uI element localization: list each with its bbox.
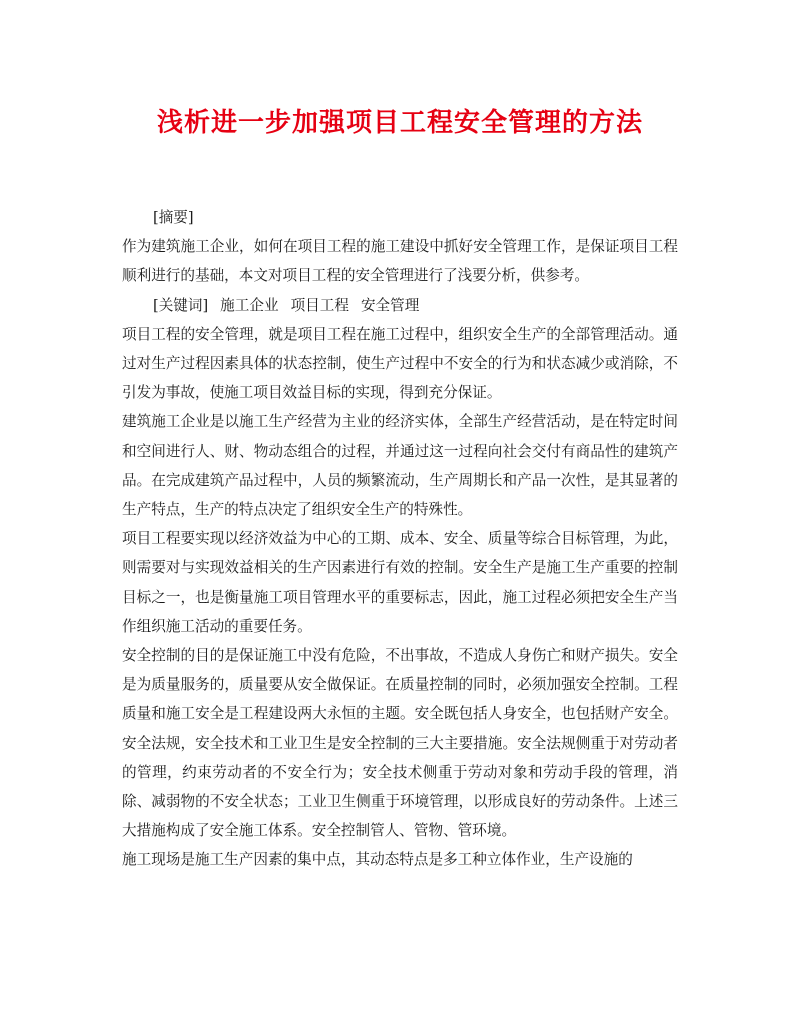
abstract-label: [摘要] — [153, 209, 194, 226]
document-title: 浅析进一步加强项目工程安全管理的方法 — [156, 108, 643, 138]
document-body — [122, 203, 678, 875]
body-paragraph: 项目工程的安全管理，就是项目工程在施工过程中，组织安全生产的全部管理活动。通过对生产过程因素具体的状态控制，使生产过程中不安全的行为和状态减少或消除，不引发为事故，使施工项目效益目标的实现，得到充分保证。 — [122, 325, 678, 402]
body-paragraph: 建筑施工企业是以施工生产经营为主业的经济实体，全部生产经营活动，是在特定时间和空间进行人、财、物动态组合的过程，并通过这一过程向社会交付有商品性的建筑产品。在完成建筑产品过程中，人员的频繁流动，生产周期长和产品一次性，是其显著的生产特点，生产的特点决定了组织安全生产的特殊性。 — [122, 413, 678, 519]
keywords-line — [122, 291, 678, 320]
keyword-item: 施工企业 — [220, 296, 279, 314]
keyword-item: 项目工程 — [290, 296, 349, 314]
body-paragraph: 项目工程要实现以经济效益为中心的工期、成本、安全、质量等综合目标管理，为此，则需要对与实现效益相关的生产因素进行有效的控制。安全生产是施工生产重要的控制目标之一，也是衡量施工项目管理水平的重要标志，因此，施工过程必须把安全生产当作组织施工活动的重要任务。 — [122, 530, 678, 635]
body-paragraph: 施工现场是施工生产因素的集中点，其动态特点是多工种立体作业，生产设施的 — [122, 851, 633, 869]
body-paragraph: 安全控制的目的是保证施工中没有危险，不出事故，不造成人身伤亡和财产损失。安全是为质量服务的，质量要从安全做保证。在质量控制的同时，必须加强安全控制。工程质量和施工安全是工程建设两大永恒的主题。安全既包括人身安全，也包括财产安全。安全法规，安全技术和工业卫生是安全控制的三大主要措施。安全法规侧重于对劳动者的管理，约束劳动者的不安全行为；安全技术侧重于劳动对象和劳动手段的管理，消除、减弱物的不安全状态；工业卫生侧重于环境管理，以形成良好的劳动条件。上述三大措施构成了安全施工体系。安全控制管人、管物、管环境。 — [122, 647, 678, 840]
abstract-text: 作为建筑施工企业，如何在项目工程的施工建设中抓好安全管理工作，是保证项目工程顺利进行的基础，本文对项目工程的安全管理进行了浅要分析，供参考。 — [122, 238, 678, 285]
keywords-label: [关键词] — [153, 296, 209, 314]
keyword-item: 安全管理 — [360, 296, 420, 314]
